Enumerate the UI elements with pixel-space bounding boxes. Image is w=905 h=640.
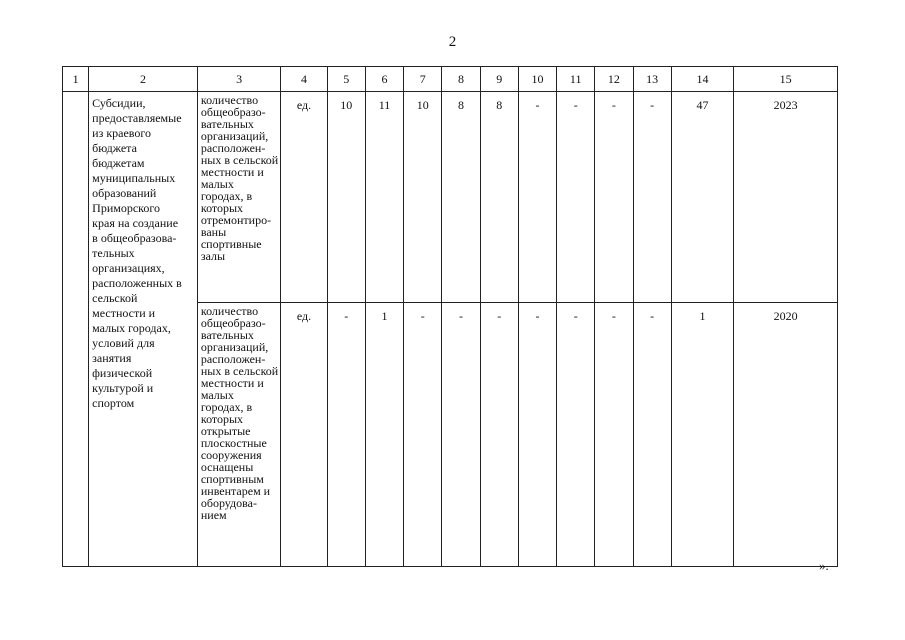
header-cell: 5 [327,67,365,92]
closing-quote-mark: ». [819,558,829,573]
value-cell: - [404,303,442,567]
row-number-cell [63,92,89,567]
year-cell: 2023 [734,92,838,303]
indicator-cell: количество общеобразо- вательных организаций, расположен- ных в сельской местности и малых городах, в которых отремонтиро- ваны спортивные залы [197,92,281,303]
value-cell: - [557,303,595,567]
value-cell: - [327,303,365,567]
value-cell: 10 [327,92,365,303]
header-cell: 6 [365,67,403,92]
page-number: 2 [448,34,457,50]
header-cell: 14 [671,67,733,92]
value-cell: - [595,303,633,567]
table-row [63,92,838,303]
unit-cell: ед. [281,303,327,567]
header-cell: 15 [734,67,838,92]
value-cell: - [557,92,595,303]
total-cell: 47 [671,92,733,303]
header-cell: 3 [197,67,281,92]
year-cell: 2020 [734,303,838,567]
value-cell: - [442,303,480,567]
header-cell: 8 [442,67,480,92]
value-cell: - [518,303,556,567]
value-cell: - [480,303,518,567]
header-cell: 12 [595,67,633,92]
table-header-row [63,67,838,92]
unit-cell: ед. [281,92,327,303]
indicator-cell: количество общеобразо- вательных организаций, расположен- ных в сельской местности и малых городах, в которых открытые плоскостные сооружения оснащены спортивным инвентарем и оборудова- нием [197,303,281,567]
value-cell: - [518,92,556,303]
header-cell: 11 [557,67,595,92]
header-cell: 2 [89,67,198,92]
value-cell: 10 [404,92,442,303]
value-cell: 8 [480,92,518,303]
header-cell: 10 [518,67,556,92]
header-cell: 13 [633,67,671,92]
subsidy-description: Субсидии, предоставляемые из краевого бюджета бюджетам муниципальных образований Приморского края на создание в общеобразова- тельных организациях, расположенных в сельской местности и малых городах, условий для занятия физической культурой и спортом [89,92,198,567]
value-cell: - [595,92,633,303]
header-cell: 1 [63,67,89,92]
value-cell: 8 [442,92,480,303]
data-table [62,66,838,567]
total-cell: 1 [671,303,733,567]
header-cell: 9 [480,67,518,92]
value-cell: - [633,92,671,303]
value-cell: - [633,303,671,567]
header-cell: 7 [404,67,442,92]
header-cell: 4 [281,67,327,92]
value-cell: 11 [365,92,403,303]
value-cell: 1 [365,303,403,567]
